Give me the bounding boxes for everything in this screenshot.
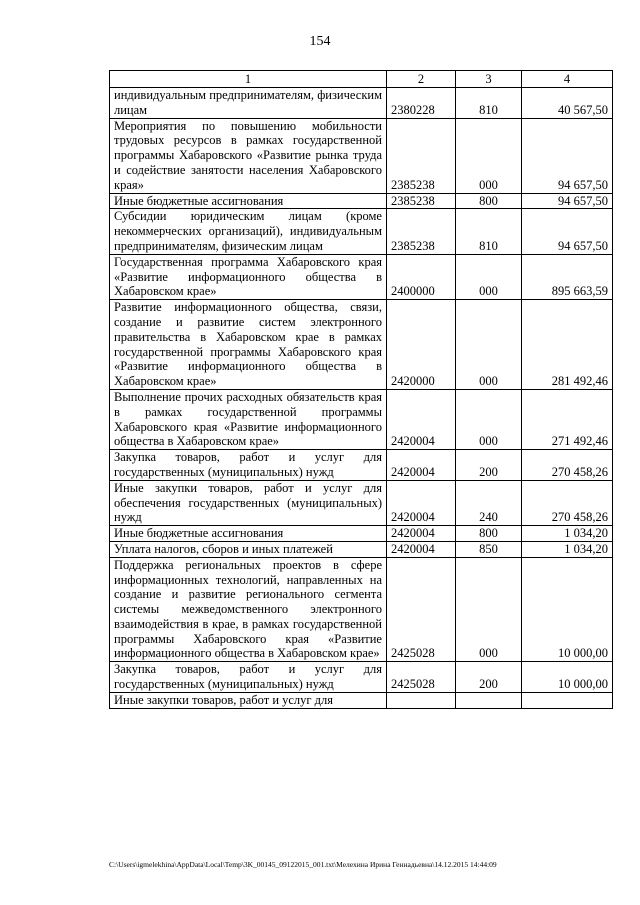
header-col-4: 4 xyxy=(522,71,613,88)
row-name: Закупка товаров, работ и услуг для государственных (муниципальных) нужд xyxy=(110,450,387,481)
row-name: Закупка товаров, работ и услуг для государственных (муниципальных) нужд xyxy=(110,662,387,693)
row-kind: 810 xyxy=(456,209,522,254)
row-amount: 270 458,26 xyxy=(522,480,613,525)
row-kind: 000 xyxy=(456,557,522,662)
row-kind: 800 xyxy=(456,526,522,542)
row-name: индивидуальным предпринимателям, физическим лицам xyxy=(110,88,387,119)
header-col-2: 2 xyxy=(387,71,456,88)
row-name: Мероприятия по повышению мобильности трудовых ресурсов в рамках государственной программы Хабаровского «Развитие рынка труда и содействие занятости населения Хабаровского края» xyxy=(110,118,387,193)
row-amount: 1 034,20 xyxy=(522,526,613,542)
header-col-1: 1 xyxy=(110,71,387,88)
row-amount: 40 567,50 xyxy=(522,88,613,119)
row-name: Иные бюджетные ассигнования xyxy=(110,193,387,209)
row-name: Иные бюджетные ассигнования xyxy=(110,526,387,542)
table-row xyxy=(110,526,613,542)
row-code: 2385238 xyxy=(387,118,456,193)
row-code: 2425028 xyxy=(387,557,456,662)
file-path-footer: C:\Users\igmelekhina\AppData\Local\Temp\3K_00145_09122015_001.txt\Мелехина Ирина Геннадьевна\14.12.2015 14:44:09 xyxy=(109,860,497,869)
row-name: Поддержка региональных проектов в сфере информационных технологий, направленных на создание и развитие регионального сегмента системы межведомственного электронного взаимодействия в крае, в рамках государственной программы Хабаровского края «Развитие информационного общества в Хабаровском крае» xyxy=(110,557,387,662)
row-kind xyxy=(456,692,522,708)
table-row xyxy=(110,692,613,708)
row-code: 2420004 xyxy=(387,389,456,449)
table-row xyxy=(110,480,613,525)
row-name: Государственная программа Хабаровского края «Развитие информационного общества в Хабаровском крае» xyxy=(110,254,387,299)
row-kind: 000 xyxy=(456,300,522,390)
row-name: Развитие информационного общества, связи, создание и развитие систем электронного правительства в Хабаровском крае в рамках государственной программы Хабаровского края «Развитие информационного общества в Хабаровском крае» xyxy=(110,300,387,390)
table-row xyxy=(110,300,613,390)
row-kind: 200 xyxy=(456,450,522,481)
table-row xyxy=(110,193,613,209)
table-row xyxy=(110,541,613,557)
row-amount: 271 492,46 xyxy=(522,389,613,449)
row-code: 2385238 xyxy=(387,209,456,254)
row-name: Иные закупки товаров, работ и услуг для обеспечения государственных (муниципальных) нужд xyxy=(110,480,387,525)
row-name: Субсидии юридическим лицам (кроме некоммерческих организаций), индивидуальным предпринимателям, физическим лицам xyxy=(110,209,387,254)
row-code: 2420000 xyxy=(387,300,456,390)
row-amount: 94 657,50 xyxy=(522,193,613,209)
table-row xyxy=(110,88,613,119)
row-amount: 270 458,26 xyxy=(522,450,613,481)
row-amount: 94 657,50 xyxy=(522,209,613,254)
row-name: Уплата налогов, сборов и иных платежей xyxy=(110,541,387,557)
row-name: Иные закупки товаров, работ и услуг для xyxy=(110,692,387,708)
table-row xyxy=(110,209,613,254)
row-code: 2425028 xyxy=(387,662,456,693)
row-kind: 200 xyxy=(456,662,522,693)
table-header-row xyxy=(110,71,613,88)
page-number: 154 xyxy=(309,34,331,49)
table-row xyxy=(110,662,613,693)
row-amount: 10 000,00 xyxy=(522,662,613,693)
table-row xyxy=(110,118,613,193)
table-row xyxy=(110,450,613,481)
row-kind: 810 xyxy=(456,88,522,119)
row-name: Выполнение прочих расходных обязательств края в рамках государственной программы Хабаровского края «Развитие информационного общества в Хабаровском крае» xyxy=(110,389,387,449)
table-row xyxy=(110,557,613,662)
row-amount: 895 663,59 xyxy=(522,254,613,299)
row-kind: 000 xyxy=(456,254,522,299)
table-row xyxy=(110,254,613,299)
row-amount: 281 492,46 xyxy=(522,300,613,390)
row-amount xyxy=(522,692,613,708)
row-code: 2380228 xyxy=(387,88,456,119)
row-code: 2385238 xyxy=(387,193,456,209)
row-code: 2420004 xyxy=(387,541,456,557)
budget-table xyxy=(109,70,613,709)
row-kind: 800 xyxy=(456,193,522,209)
row-code: 2420004 xyxy=(387,450,456,481)
row-kind: 000 xyxy=(456,389,522,449)
row-amount: 10 000,00 xyxy=(522,557,613,662)
row-code xyxy=(387,692,456,708)
row-code: 2420004 xyxy=(387,526,456,542)
row-amount: 94 657,50 xyxy=(522,118,613,193)
header-col-3: 3 xyxy=(456,71,522,88)
row-kind: 240 xyxy=(456,480,522,525)
row-code: 2400000 xyxy=(387,254,456,299)
row-amount: 1 034,20 xyxy=(522,541,613,557)
table-row xyxy=(110,389,613,449)
row-kind: 850 xyxy=(456,541,522,557)
row-code: 2420004 xyxy=(387,480,456,525)
row-kind: 000 xyxy=(456,118,522,193)
